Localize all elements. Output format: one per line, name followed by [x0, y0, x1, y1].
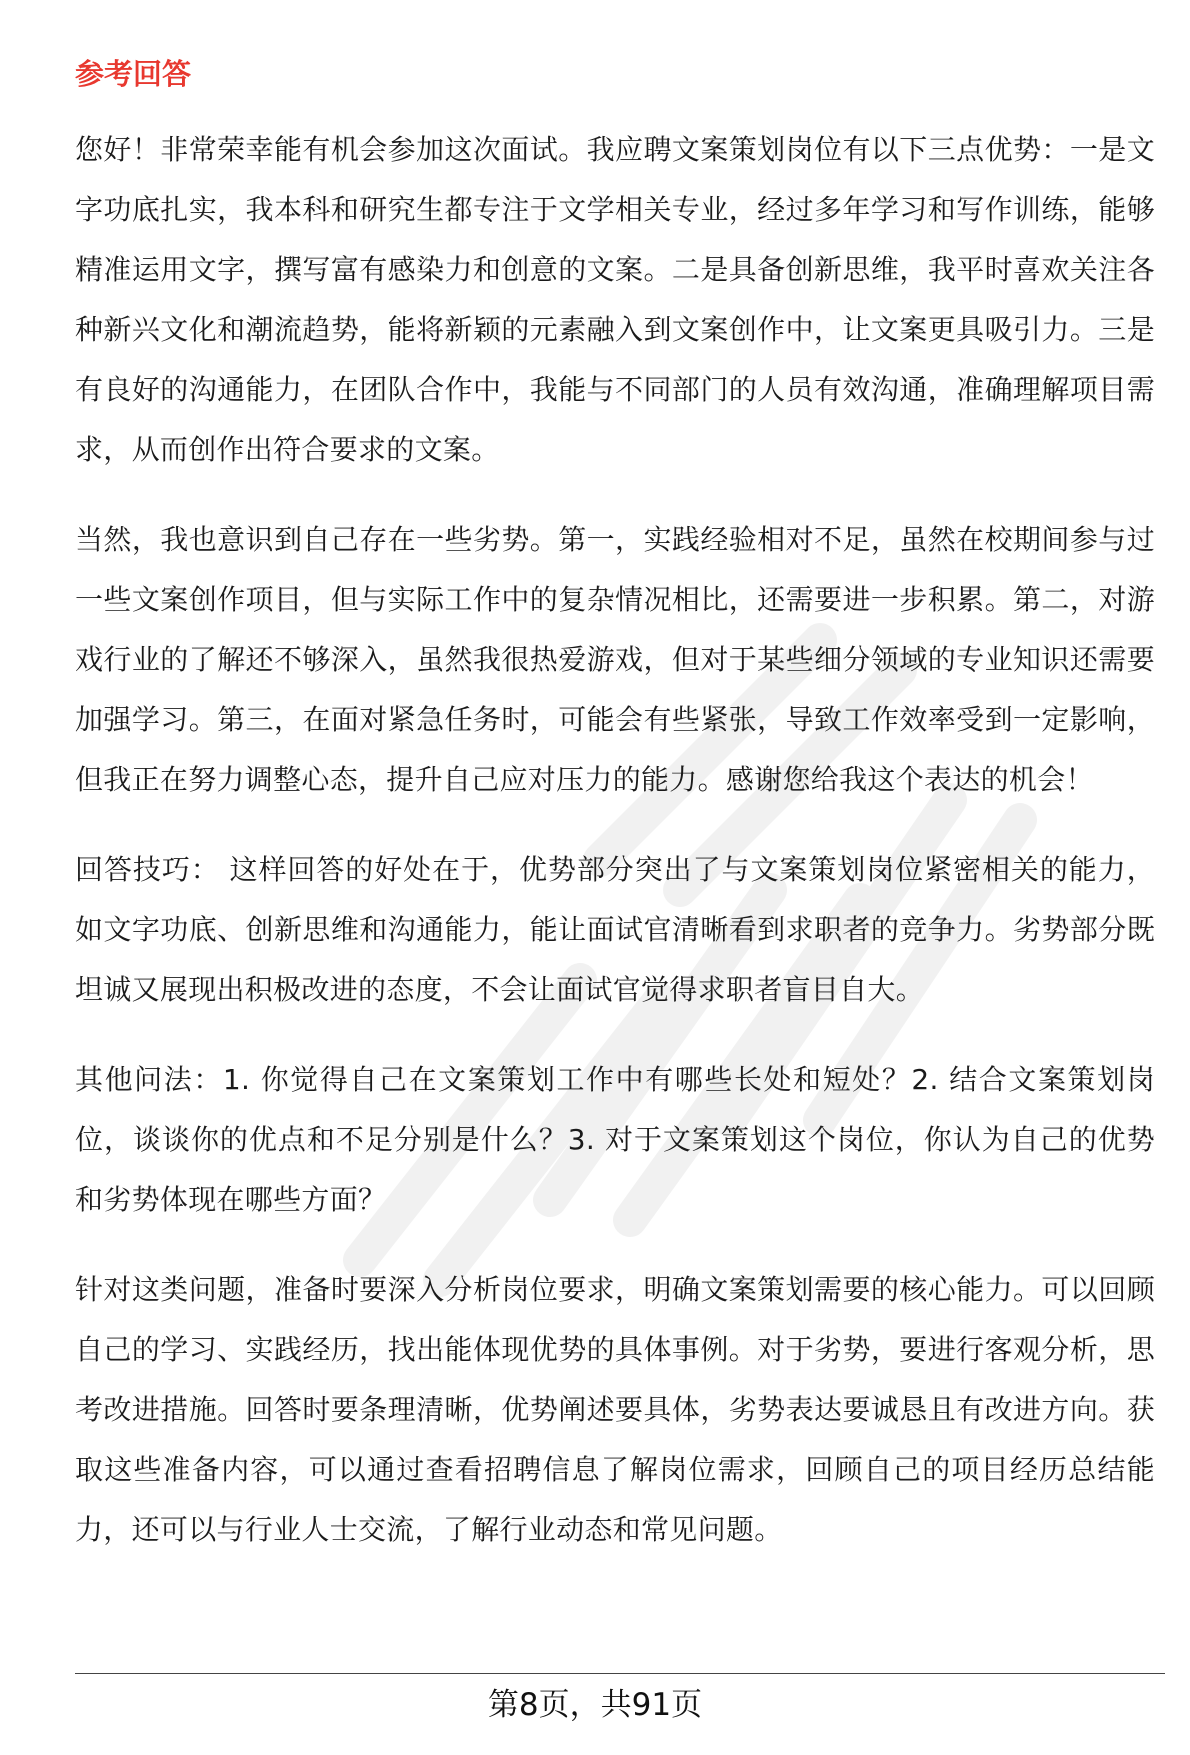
tips-paragraph: 回答技巧： 这样回答的好处在于，优势部分突出了与文案策划岗位紧密相关的能力，如文字功底、创新思维和沟通能力，能让面试官清晰看到求职者的竞争力。劣势部分既坦诚又展现出积极改进的态度，不会让面试官觉得求职者盲目自大。	[75, 853, 1155, 1006]
alternate-questions-paragraph: 其他问法：1. 你觉得自己在文案策划工作中有哪些长处和短处？2. 结合文案策划岗位，谈谈你的优点和不足分别是什么？3. 对于文案策划这个岗位，你认为自己的优势和劣势体现在哪些方面？	[75, 1063, 1155, 1216]
footer-divider	[75, 1673, 1165, 1674]
answer-paragraph: 当然，我也意识到自己存在一些劣势。第一，实践经验相对不足，虽然在校期间参与过一些文案创作项目，但与实际工作中的复杂情况相比，还需要进一步积累。第二，对游戏行业的了解还不够深入，虽然我很热爱游戏，但对于某些细分领域的专业知识还需要加强学习。第三，在面对紧急任务时，可能会有些紧张，导致工作效率受到一定影响，但我正在努力调整心态，提升自己应对压力的能力。感谢您给我这个表达的机会！	[75, 523, 1155, 796]
answer-content	[75, 50, 1155, 1590]
answer-paragraph: 您好！非常荣幸能有机会参加这次面试。我应聘文案策划岗位有以下三点优势：一是文字功底扎实，我本科和研究生都专注于文学相关专业，经过多年学习和写作训练，能够精准运用文字，撰写富有感染力和创意的文案。二是具备创新思维，我平时喜欢关注各种新兴文化和潮流趋势，能将新颖的元素融入到文案创作中，让文案更具吸引力。三是有良好的沟通能力，在团队合作中，我能与不同部门的人员有效沟通，准确理解项目需求，从而创作出符合要求的文案。	[75, 133, 1155, 466]
page-number: 第8页，共91页	[487, 1687, 703, 1723]
section-heading: 参考回答	[75, 57, 192, 91]
preparation-paragraph: 针对这类问题，准备时要深入分析岗位要求，明确文案策划需要的核心能力。可以回顾自己的学习、实践经历，找出能体现优势的具体事例。对于劣势，要进行客观分析，思考改进措施。回答时要条理清晰，优势阐述要具体，劣势表达要诚恳且有改进方向。获取这些准备内容，可以通过查看招聘信息了解岗位需求，回顾自己的项目经历总结能力，还可以与行业人士交流，了解行业动态和常见问题。	[75, 1273, 1155, 1546]
